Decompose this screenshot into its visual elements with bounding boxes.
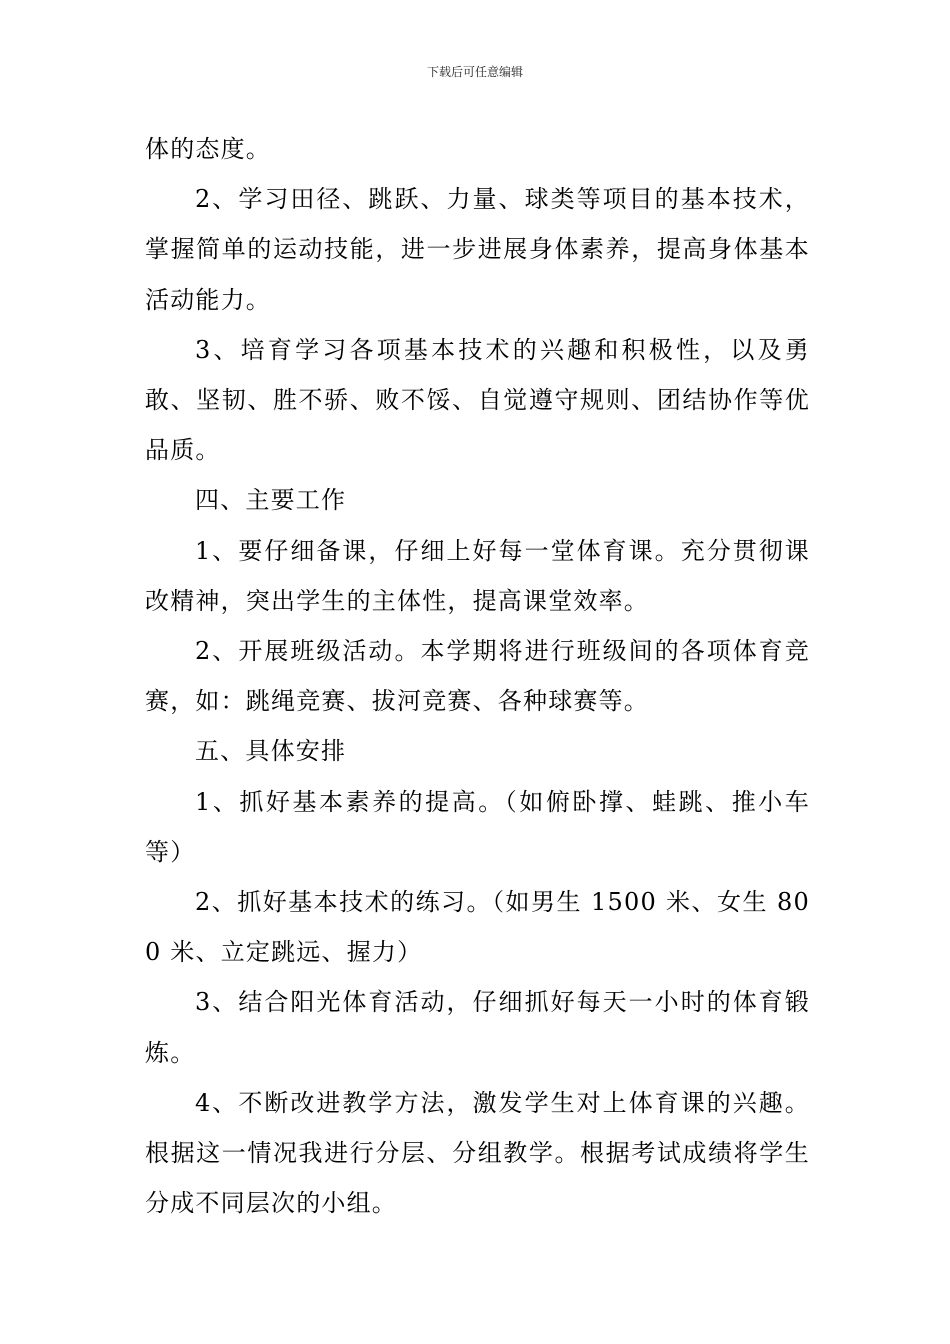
paragraph-work-1: 1、要仔细备课，仔细上好每一堂体育课。充分贯彻课改精神，突出学生的主体性，提高课堂效率。 <box>145 536 810 615</box>
section-heading-arrangement: 五、具体安排 <box>195 737 347 766</box>
page-header: 下载后可任意编辑 <box>426 65 523 79</box>
paragraph-continuation: 体的态度。 <box>145 135 271 163</box>
paragraph-goal-3: 3、培育学习各项基本技术的兴趣和积极性，以及勇敢、坚韧、胜不骄、败不馁、自觉遵守规则、团结协作等优品质。 <box>145 335 810 465</box>
paragraph-work-2: 2、开展班级活动。本学期将进行班级间的各项体育竞赛，如：跳绳竞赛、拔河竞赛、各种球赛等。 <box>145 637 810 716</box>
paragraph-goal-2: 2、学习田径、跳跃、力量、球类等项目的基本技术，掌握简单的运动技能，进一步进展身体素养，提高身体基本活动能力。 <box>145 185 810 314</box>
paragraph-arrangement-2: 2、抓好基本技术的练习。（如男生 1500 米、女生 800 米、立定跳远、握力） <box>145 888 810 967</box>
paragraph-arrangement-4: 4、不断改进教学方法，激发学生对上体育课的兴趣。根据这一情况我进行分层、分组教学。根据考试成绩将学生分成不同层次的小组。 <box>145 1088 810 1218</box>
paragraph-arrangement-1: 1、抓好基本素养的提高。（如俯卧撑、蛙跳、推小车等） <box>145 787 810 866</box>
document-body <box>145 124 810 1228</box>
paragraph-arrangement-3: 3、结合阳光体育活动，仔细抓好每天一小时的体育锻炼。 <box>145 988 810 1067</box>
section-heading-main-work: 四、主要工作 <box>195 486 347 515</box>
